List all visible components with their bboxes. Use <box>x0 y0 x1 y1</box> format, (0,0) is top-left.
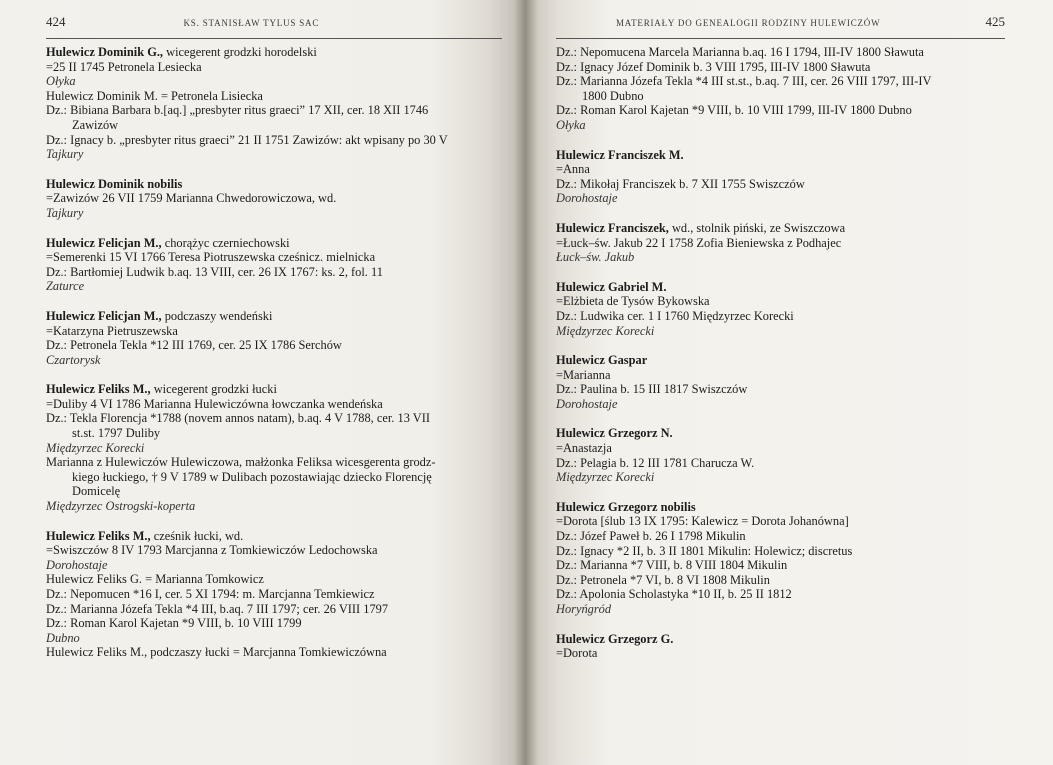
entry-heading <box>556 221 1005 236</box>
record-line: Dz.: Pelagia b. 12 III 1781 Charucza W. <box>556 455 755 470</box>
continuation-line: kiego łuckiego, † 9 V 1789 w Dulibach pozostawiając dziecko Florencję <box>72 469 432 484</box>
running-head <box>46 14 502 34</box>
genealogy-entry <box>556 45 1005 133</box>
record-line: Dz.: Marianna Józefa Tekla *4 III st.st., b.aq. 7 III, cer. 26 VIII 1797, III-IV <box>556 74 932 89</box>
book-gutter <box>514 0 538 765</box>
source-parish: Dorohostaje <box>556 396 618 411</box>
record-line: =Anastazja <box>556 441 612 456</box>
record-line: Hulewicz Feliks M., podczaszy łucki = Marcjanna Tomkiewiczówna <box>46 645 387 660</box>
source-parish: Międzyrzec Korecki <box>46 440 145 455</box>
running-head-title: KS. STANISŁAW TYLUS SAC <box>183 18 320 28</box>
record-line: =Anna <box>556 162 590 177</box>
person-description: cześnik łucki, wd. <box>150 528 244 543</box>
record-line: Dz.: Roman Karol Kajetan *9 VIII, b. 10 VIII 1799 <box>46 616 302 631</box>
person-name: Hulewicz Grzegorz G. <box>556 631 674 646</box>
genealogy-entry <box>46 382 502 513</box>
record-line: Dz.: Ignacy Józef Dominik b. 3 VIII 1795, III-IV 1800 Sławuta <box>556 59 871 74</box>
entry-heading <box>556 426 1005 441</box>
record-line: Dz.: Ignacy b. „presbyter ritus graeci” 21 II 1751 Zawizów: akt wpisany po 30 V <box>46 132 448 147</box>
record-line: Dz.: Bibiana Barbara b.[aq.] „presbyter ritus graeci” 17 XII, cer. 18 XII 1746 <box>46 103 429 118</box>
record-line: Dz.: Apolonia Scholastyka *10 II, b. 25 II 1812 <box>556 587 792 602</box>
person-name: Hulewicz Feliks M., <box>46 528 151 543</box>
person-description: wicegerent grodzki łucki <box>150 382 277 397</box>
header-rule <box>556 38 1005 39</box>
person-name: Hulewicz Felicjan M., <box>46 235 162 250</box>
continuation-line: st.st. 1797 Duliby <box>72 426 161 441</box>
record-line: Dz.: Roman Karol Kajetan *9 VIII, b. 10 VIII 1799, III-IV 1800 Dubno <box>556 103 912 118</box>
source-parish: Zaturce <box>46 279 85 294</box>
record-line: =Katarzyna Pietruszewska <box>46 323 178 338</box>
genealogy-entry <box>556 353 1005 411</box>
running-head <box>556 14 1005 34</box>
genealogy-entry <box>46 45 502 162</box>
record-line: Dz.: Petronela *7 VI, b. 8 VI 1808 Mikulin <box>556 572 770 587</box>
record-line: Dz.: Nepomucen *16 I, cer. 5 XI 1794: m. Marcjanna Temkiewicz <box>46 587 375 601</box>
entry-heading <box>46 236 502 251</box>
person-name: Hulewicz Dominik nobilis <box>46 176 183 191</box>
person-description: wd., stolnik piński, ze Swiszczowa <box>668 220 846 235</box>
continuation-line: Zawizów <box>72 117 119 132</box>
right-page <box>526 0 1053 765</box>
header-rule <box>46 38 502 39</box>
source-parish: Horyńgród <box>556 602 612 616</box>
running-head-title: MATERIAŁY DO GENEALOGII RODZINY HULEWICZÓW <box>616 18 881 28</box>
source-parish: Dorohostaje <box>46 557 108 572</box>
source-parish: Tajkury <box>46 147 84 162</box>
entry-heading <box>46 177 502 192</box>
record-line: =Marianna <box>556 367 611 382</box>
record-line: Dz.: Paulina b. 15 III 1817 Swiszczów <box>556 382 748 397</box>
record-line: Hulewicz Dominik M. = Petronela Lisiecka <box>46 88 263 103</box>
person-description: wicegerent grodzki horodelski <box>163 45 317 59</box>
source-parish: Międzyrzec Korecki <box>556 470 655 485</box>
genealogy-entry <box>556 221 1005 265</box>
person-name: Hulewicz Grzegorz N. <box>556 426 673 441</box>
source-parish: Łuck–św. Jakub <box>556 250 635 265</box>
record-line: =Swiszczów 8 IV 1793 Marcjanna z Tomkiewiczów Ledochowska <box>46 543 378 558</box>
person-name: Hulewicz Felicjan M., <box>46 308 162 323</box>
genealogy-entry <box>556 500 1005 617</box>
record-line: =Duliby 4 VI 1786 Marianna Hulewiczówna łowczanka wendeńska <box>46 396 383 411</box>
record-line: Dz.: Ignacy *2 II, b. 3 II 1801 Mikulin: Holewicz; discretus <box>556 543 853 558</box>
person-name: Hulewicz Dominik G., <box>46 45 164 59</box>
record-line: =25 II 1745 Petronela Lesiecka <box>46 59 202 74</box>
record-line: =Elżbieta de Tysów Bykowska <box>556 294 710 309</box>
source-parish: Międzyrzec Korecki <box>556 323 655 338</box>
record-line: =Semerenki 15 VI 1766 Teresa Piotruszewska cześnicz. mielnicka <box>46 250 376 265</box>
entries <box>556 45 1005 661</box>
source-parish: Czartorysk <box>46 352 101 367</box>
record-line: Marianna z Hulewiczów Hulewiczowa, małżonka Feliksa wicesgerenta grodz- <box>46 455 436 470</box>
entry-heading <box>46 45 502 60</box>
source-parish: Tajkury <box>46 205 84 220</box>
record-line: Dz.: Mikołaj Franciszek b. 7 XII 1755 Swiszczów <box>556 176 805 191</box>
source-parish: Ołyka <box>556 117 586 132</box>
person-description: podczaszy wendeński <box>161 308 273 323</box>
genealogy-entry <box>556 632 1005 661</box>
entry-heading <box>556 148 1005 163</box>
record-line: Dz.: Marianna *7 VIII, b. 8 VIII 1804 Mikulin <box>556 558 788 573</box>
record-line: Hulewicz Feliks G. = Marianna Tomkowicz <box>46 572 264 587</box>
left-page <box>0 0 526 765</box>
record-line: Dz.: Marianna Józefa Tekla *4 III, b.aq. 7 III 1797; cer. 26 VIII 1797 <box>46 601 389 616</box>
source-parish: Dubno <box>46 630 80 645</box>
genealogy-entry <box>46 236 502 294</box>
entry-heading <box>556 632 1005 647</box>
page-number: 424 <box>46 14 66 29</box>
genealogy-entry <box>46 309 502 367</box>
genealogy-entry <box>556 426 1005 484</box>
person-name: Hulewicz Grzegorz nobilis <box>556 499 696 514</box>
record-line: Dz.: Ludwika cer. 1 I 1760 Międzyrzec Korecki <box>556 308 794 323</box>
entries <box>46 45 502 660</box>
record-line: =Łuck–św. Jakub 22 I 1758 Zofia Bieniewska z Podhajec <box>556 235 842 250</box>
continuation-line: Domicelę <box>72 484 121 499</box>
source-parish: Dorohostaje <box>556 191 618 206</box>
record-line: Dz.: Tekla Florencja *1788 (novem annos natam), b.aq. 4 V 1788, cer. 13 VII <box>46 411 430 426</box>
genealogy-entry <box>46 177 502 221</box>
source-parish: Ołyka <box>46 74 76 89</box>
person-name: Hulewicz Feliks M., <box>46 382 151 397</box>
page-number: 425 <box>985 14 1005 29</box>
person-name: Hulewicz Franciszek M. <box>556 147 684 162</box>
genealogy-entry <box>46 529 502 660</box>
record-line: =Dorota [ślub 13 IX 1795: Kalewicz = Dorota Johanówna] <box>556 514 849 529</box>
record-line: Dz.: Józef Paweł b. 26 I 1798 Mikulin <box>556 529 746 544</box>
genealogy-entry <box>556 148 1005 206</box>
source-parish: Międzyrzec Ostrogski-koperta <box>46 499 196 514</box>
continuation-line: 1800 Dubno <box>582 88 644 103</box>
record-line: Dz.: Nepomucena Marcela Marianna b.aq. 16 I 1794, III-IV 1800 Sławuta <box>556 45 924 59</box>
entry-heading <box>556 353 1005 368</box>
entry-heading <box>46 529 502 544</box>
entry-heading <box>556 500 1005 515</box>
entry-heading <box>46 309 502 324</box>
entry-heading <box>46 382 502 397</box>
entry-heading <box>556 280 1005 295</box>
person-name: Hulewicz Franciszek, <box>556 220 669 235</box>
person-description: chorążyc czerniechowski <box>161 235 290 250</box>
person-name: Hulewicz Gaspar <box>556 353 648 368</box>
record-line: =Dorota <box>556 646 598 661</box>
record-line: =Zawizów 26 VII 1759 Marianna Chwedorowiczowa, wd. <box>46 191 337 206</box>
genealogy-entry <box>556 280 1005 338</box>
person-name: Hulewicz Gabriel M. <box>556 279 667 294</box>
record-line: Dz.: Bartłomiej Ludwik b.aq. 13 VIII, cer. 26 IX 1767: ks. 2, fol. 11 <box>46 264 383 279</box>
record-line: Dz.: Petronela Tekla *12 III 1769, cer. 25 IX 1786 Serchów <box>46 338 342 353</box>
